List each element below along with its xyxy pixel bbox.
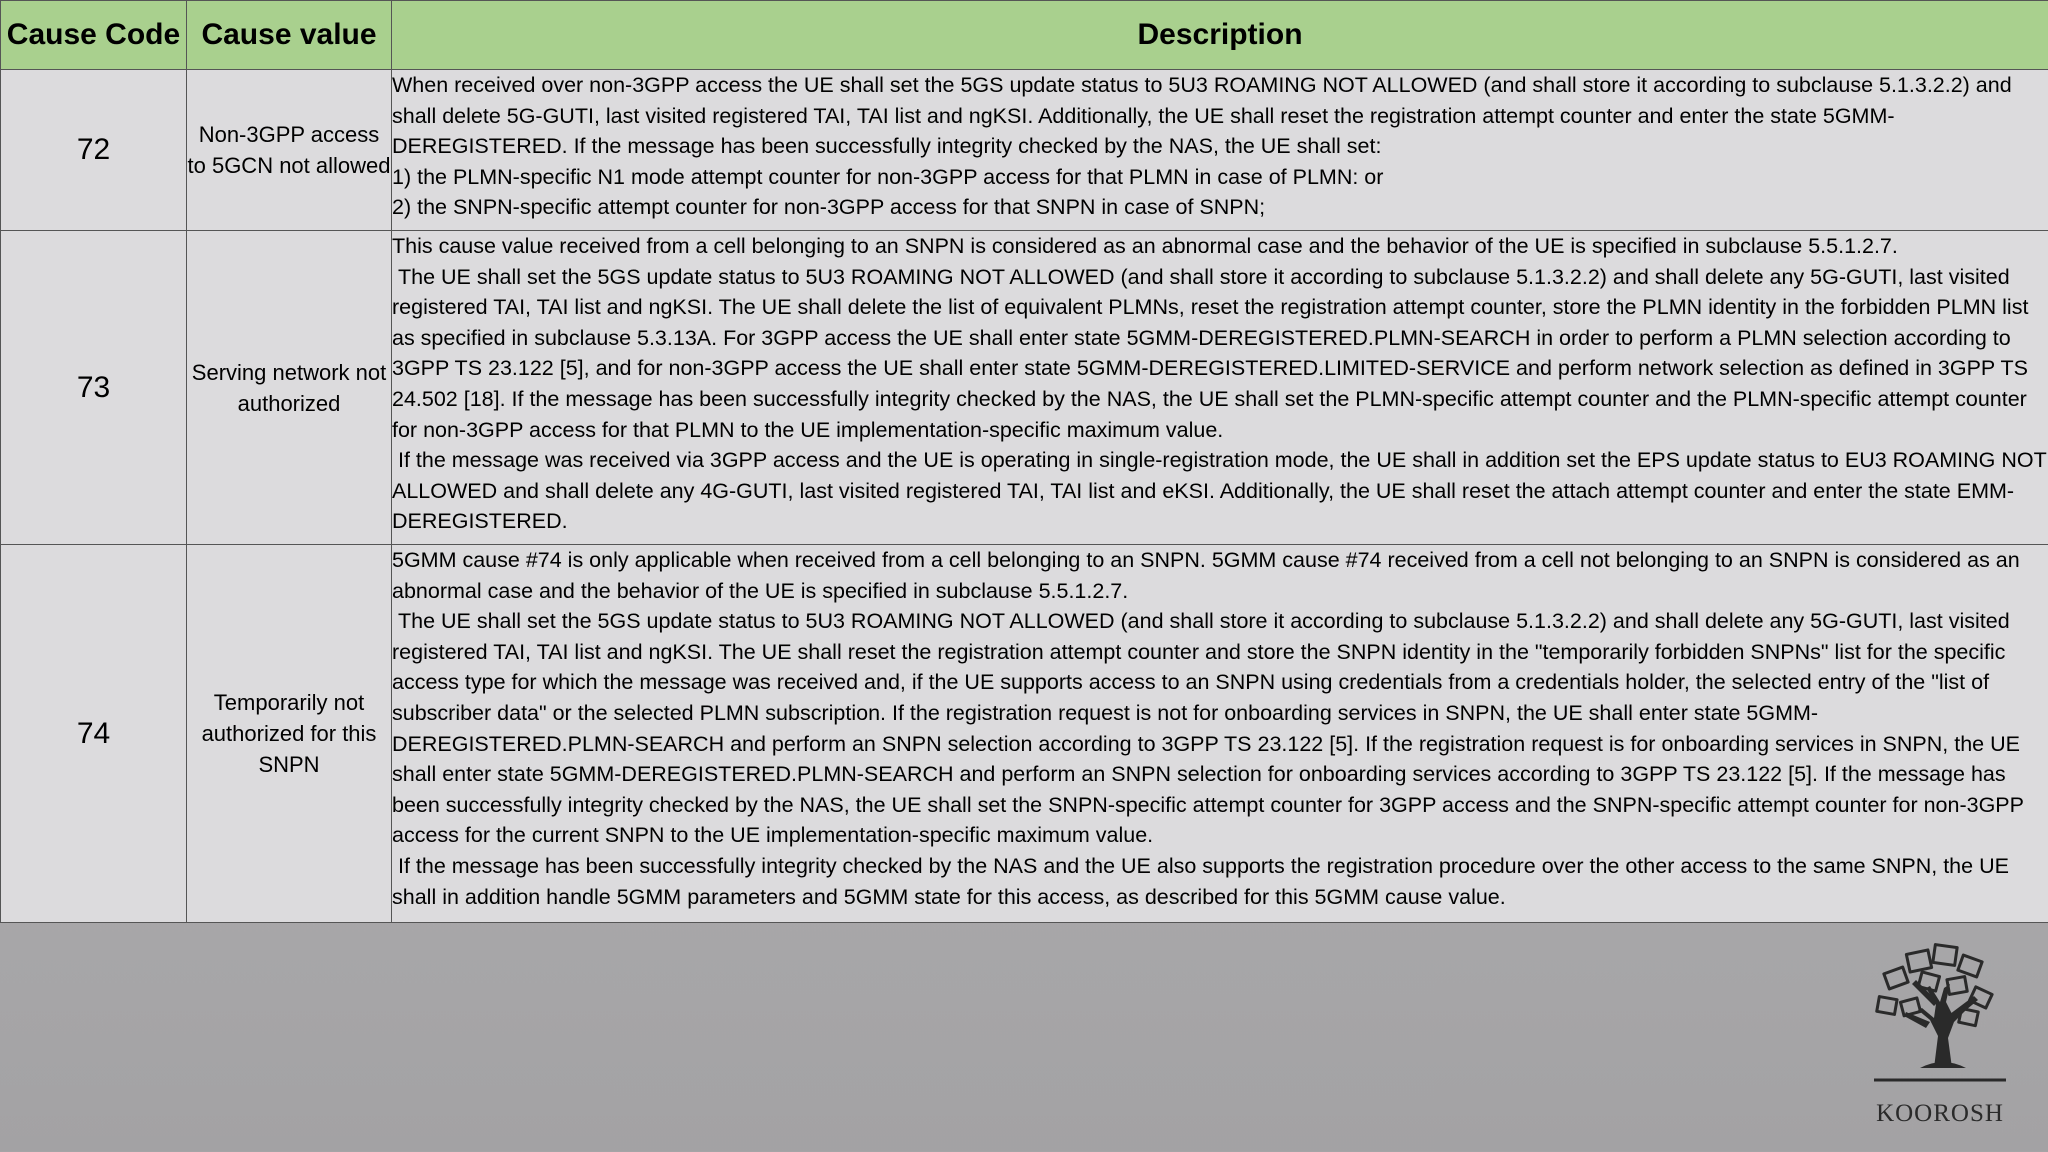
cause-code-cell: 73: [1, 231, 187, 545]
header-description: Description: [392, 1, 2048, 70]
table-row: [1, 231, 2048, 545]
cause-value-cell: Temporarily not authorized for this SNPN: [187, 545, 392, 923]
table-row: [1, 70, 2048, 231]
description-paragraph: 5GMM cause #74 is only applicable when received from a cell belonging to an SNPN. 5GMM cause #74 received from a cell not belonging to an SNPN is considered as an abnormal case and the behavior of the UE is specified in subclause 5.5.1.2.7.: [392, 548, 2026, 603]
koorosh-logo: [1860, 940, 2020, 1140]
table-row: [1, 545, 2048, 923]
description-paragraph: The UE shall set the 5GS update status to 5U3 ROAMING NOT ALLOWED (and shall store it according to subclause 5.1.3.2.2) and shall delete any 5G-GUTI, last visited registered TAI, TAI list and ngKSI. The UE shall delete the list of equivalent PLMNs, reset the registration attempt counter, store the PLMN identity in the forbidden PLMN list as specified in subclause 5.3.13A. For 3GPP access the UE shall enter state 5GMM-DEREGISTERED.PLMN-SEARCH in order to perform a PLMN selection according to 3GPP TS 23.122 [5], and for non-3GPP access the UE shall enter state 5GMM-DEREGISTERED.LIMITED-SERVICE and perform network selection as defined in 3GPP TS 24.502 [18]. If the message has been successfully integrity checked by the NAS, the UE shall set the PLMN-specific attempt counter and the PLMN-specific attempt counter for non-3GPP access for that PLMN to the UE implementation-specific maximum value.: [392, 264, 2035, 442]
description-cell: [392, 231, 2048, 545]
cause-code-cell: 74: [1, 545, 187, 923]
header-cause-code: Cause Code: [1, 1, 187, 70]
tree-icon: [1860, 940, 2020, 1090]
logo-text: KOOROSH: [1876, 1100, 2004, 1127]
header-cause-value: Cause value: [187, 1, 392, 70]
cause-code-cell: 72: [1, 70, 187, 231]
description-paragraph: If the message was received via 3GPP access and the UE is operating in single-registration mode, the UE shall in addition set the EPS update status to EU3 ROAMING NOT ALLOWED and shall delete any 4G-GUTI, last visited registered TAI, TAI list and eKSI. Additionally, the UE shall reset the attach attempt counter and enter the state EMM-DEREGISTERED.: [392, 448, 2047, 534]
cause-value-cell: Serving network not authorized: [187, 231, 392, 545]
description-paragraph: 1) the PLMN-specific N1 mode attempt counter for non-3GPP access for that PLMN in case of PLMN: or: [392, 164, 1384, 189]
table-header-row: [1, 1, 2048, 70]
description-cell: [392, 545, 2048, 923]
cause-value-cell: Non-3GPP access to 5GCN not allowed: [187, 70, 392, 231]
description-paragraph: 2) the SNPN-specific attempt counter for non-3GPP access for that SNPN in case of SNPN;: [392, 195, 1266, 220]
description-paragraph: The UE shall set the 5GS update status to 5U3 ROAMING NOT ALLOWED (and shall store it according to subclause 5.1.3.2.2) and shall delete any 5G-GUTI, last visited registered TAI, TAI list and ngKSI. The UE shall reset the registration attempt counter and store the SNPN identity in the "temporarily forbidden SNPNs" list for the specific access type for which the message was received and, if the UE supports access to an SNPN using credentials from a credentials holder, the selected entry of the "list of subscriber data" or the selected PLMN subscription. If the registration request is not for onboarding services in SNPN, the UE shall enter state 5GMM-DEREGISTERED.PLMN-SEARCH and perform an SNPN selection according to 3GPP TS 23.122 [5]. If the registration request is for onboarding services in SNPN, the UE shall enter state 5GMM-DEREGISTERED.PLMN-SEARCH and perform an SNPN selection for onboarding services according to 3GPP TS 23.122 [5]. If the message has been successfully integrity checked by the NAS, the UE shall set the SNPN-specific attempt counter for 3GPP access and the SNPN-specific attempt counter for non-3GPP access for the current SNPN to the UE implementation-specific maximum value.: [392, 609, 2030, 848]
description-paragraph: This cause value received from a cell belonging to an SNPN is considered as an abnormal case and the behavior of the UE is specified in subclause 5.5.1.2.7.: [392, 234, 1898, 258]
description-paragraph: When received over non-3GPP access the UE shall set the 5GS update status to 5U3 ROAMING NOT ALLOWED (and shall store it according to subclause 5.1.3.2.2) and shall delete 5G-GUTI, last visited registered TAI, TAI list and ngKSI. Additionally, the UE shall reset the registration attempt counter and enter the state 5GMM-DEREGISTERED. If the message has been successfully integrity checked by the NAS, the UE shall set:: [392, 73, 2018, 159]
description-cell: [392, 70, 2048, 231]
description-paragraph: If the message has been successfully integrity checked by the NAS and the UE also supports the registration procedure over the other access to the same SNPN, the UE shall in addition handle 5GMM parameters and 5GMM state for this access, as described for this 5GMM cause value.: [392, 853, 2015, 909]
